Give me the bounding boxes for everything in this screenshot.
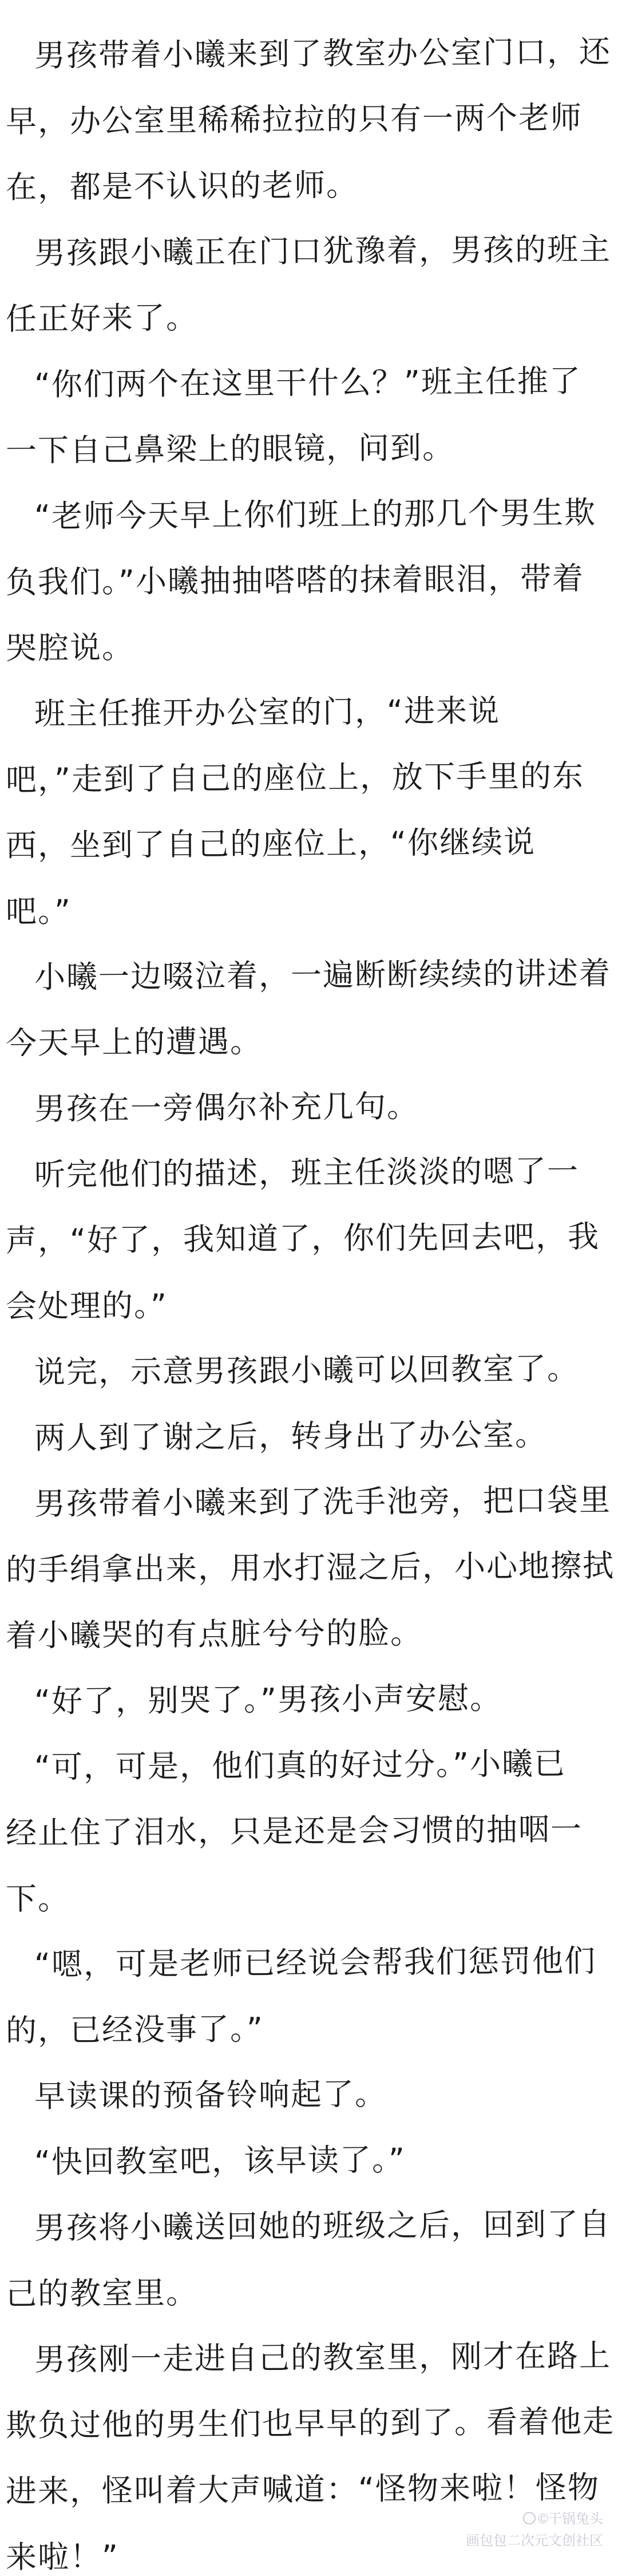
watermark-credit xyxy=(523,2507,603,2527)
handwritten-line: 负我们。”小曦抽抽嗒嗒的抹着眼泪，带着 xyxy=(5,560,585,600)
handwritten-line: 进来，怪叫着大声喊道：“怪物来啦！怪物 xyxy=(5,2469,600,2510)
handwritten-line: 男孩带着小曦来到了教室办公室门口，还 xyxy=(34,33,612,74)
handwritten-line: 男孩在一旁偶尔补充几句。 xyxy=(34,1088,419,1127)
handwritten-line: “好了，别哭了。”男孩小声安慰。 xyxy=(34,1680,502,1720)
handwritten-line: 男孩刚一走进自己的教室里，刚才在路上 xyxy=(34,2337,612,2378)
watermark-author: ©干锅兔头 xyxy=(538,2511,603,2527)
handwritten-line: 吧，”走到了自己的座位上，放下手里的东 xyxy=(5,757,585,798)
watermark-site: 画包包二次元文创社区 xyxy=(466,2533,603,2549)
watermark-logo-icon xyxy=(523,2512,536,2524)
handwritten-line: “老师今天早上你们班上的那几个男生欺 xyxy=(34,494,597,535)
handwritten-line: 任正好来了。 xyxy=(5,299,199,337)
handwritten-line: 小曦一边啜泣着，一遍断断续续的讲述着 xyxy=(34,955,612,995)
handwritten-line: 的，已经没事了。” xyxy=(5,2010,264,2049)
handwritten-line: 男孩跟小曦正在门口犹豫着，男孩的班主 xyxy=(34,231,612,271)
handwritten-line: 男孩带着小曦来到了洗手池旁，把口袋里 xyxy=(34,1481,612,1522)
handwritten-line: 西，坐到了自己的座位上，“你继续说 xyxy=(5,824,536,864)
handwritten-line: “快回教室吧，该早读了。” xyxy=(34,2142,406,2180)
handwritten-line: 哭腔说。 xyxy=(5,629,134,666)
handwritten-line: “你们两个在这里干什么？”班主任推了 xyxy=(34,362,582,403)
handwritten-line: 的手绢拿出来，用水打湿之后，小心地擦拭 xyxy=(5,1547,615,1588)
handwritten-line: 说完，示意男孩跟小曦可以回教室了。 xyxy=(34,1350,580,1390)
handwritten-line: “可，可是，他们真的好过分。”小曦已 xyxy=(34,1745,566,1785)
handwritten-line: 听完他们的描述，班主任淡淡的嗯了一 xyxy=(34,1152,580,1193)
handwritten-line: 着小曦哭的有点脏兮兮的脸。 xyxy=(5,1614,423,1654)
handwritten-line: 吧。” xyxy=(5,892,72,930)
handwritten-line: 男孩将小曦送回她的班级之后，回到了自 xyxy=(34,2206,612,2246)
handwritten-line: 欺负过他的男生们也早早的到了。看着他走 xyxy=(5,2403,615,2444)
handwritten-line: 下。 xyxy=(5,1880,70,1917)
handwritten-line: 来啦！” xyxy=(5,2538,120,2575)
handwritten-line: 声，“好了，我知道了，你们先回去吧，我 xyxy=(5,1218,600,1259)
handwritten-line: 己的教室里。 xyxy=(5,2274,199,2312)
handwritten-line: 经止住了泪水，只是还是会习惯的抽咽一 xyxy=(5,1811,583,1851)
handwritten-line: “嗯，可是老师已经说会帮我们惩罚他们 xyxy=(34,1942,597,1983)
handwritten-line: 会处理的。” xyxy=(5,1287,168,1325)
handwritten-line: 一下自己鼻梁上的眼镜，问到。 xyxy=(5,429,455,469)
handwritten-line: 今天早上的遭遇。 xyxy=(5,1023,263,1061)
handwritten-line: 早，办公室里稀稀拉拉的只有一两个老师 xyxy=(5,99,583,140)
handwritten-line: 早读课的预备铃响起了。 xyxy=(34,2076,387,2115)
handwritten-line: 班主任推开办公室的门，“进来说 xyxy=(34,692,501,732)
handwritten-line: 在，都是不认识的老师。 xyxy=(5,167,359,206)
handwritten-line: 两人到了谢之后，转身出了办公室。 xyxy=(34,1416,548,1456)
